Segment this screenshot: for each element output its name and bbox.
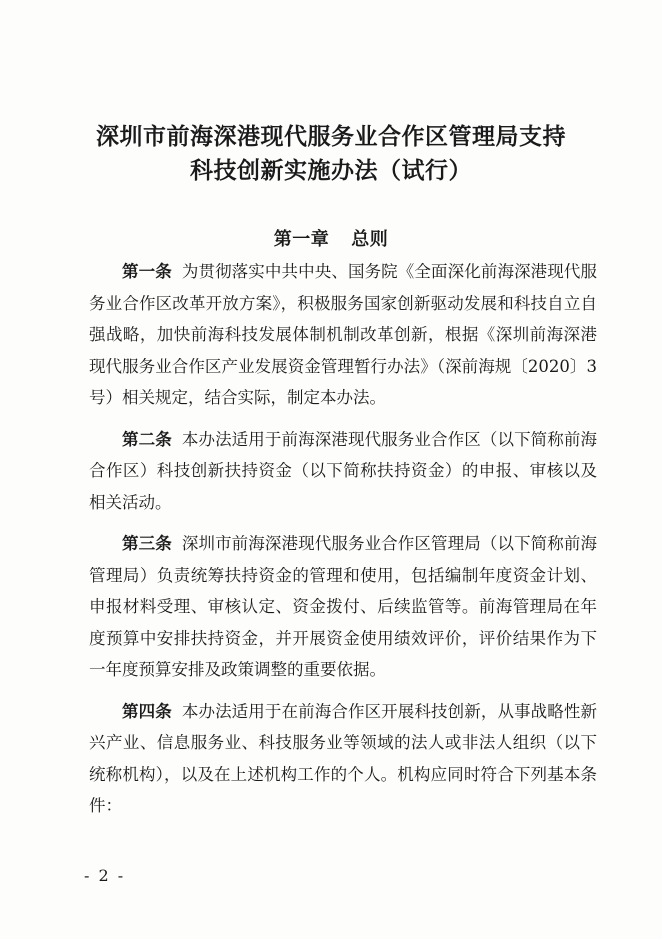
article-4 <box>89 696 597 822</box>
title-line-1: 深圳市前海深港现代服务业合作区管理局支持 <box>96 124 566 150</box>
article-3-label: 第三条 <box>122 534 172 553</box>
article-2-label: 第二条 <box>122 429 172 449</box>
article-2 <box>89 424 597 519</box>
article-1-text: 为贯彻落实中共中央、国务院《全面深化前海深港现代服务业合作区改革开放方案》，积极服务国家创新驱动发展和科技自立自强战略，加快前海科技发展体制机制改革创新，根据《深圳前海深港现代服务业合作区产业发展资金管理暂行办法》（深前海规〔2020〕3号）相关规定，结合实际，制定本办法。 <box>89 262 598 407</box>
chapter-number: 第一章 <box>273 229 330 250</box>
title-line-2: 科技创新实施办法（试行） <box>190 158 472 184</box>
document-title <box>60 120 602 188</box>
page-number: - 2 - <box>84 866 126 885</box>
article-1 <box>89 256 597 414</box>
article-2-text: 本办法适用于前海深港现代服务业合作区（以下简称前海合作区）科技创新扶持资金（以下简称扶持资金）的申报、审核以及相关活动。 <box>89 429 598 512</box>
article-3-text: 深圳市前海深港现代服务业合作区管理局（以下简称前海管理局）负责统筹扶持资金的管理和使用，包括编制年度资金计划、申报材料受理、审核认定、资金拨付、后续监管等。前海管理局在年度预算中安排扶持资金，并开展资金使用绩效评价，评价结果作为下一年度预算安排及政策调整的重要依据。 <box>89 534 598 679</box>
article-4-text: 本办法适用于在前海合作区开展科技创新，从事战略性新兴产业、信息服务业、科技服务业等领域的法人或非法人组织（以下统称机构），以及在上述机构工作的个人。机构应同时符合下列基本条件： <box>89 701 598 815</box>
article-4-label: 第四条 <box>122 701 172 721</box>
article-3 <box>89 528 597 686</box>
document-body <box>89 256 597 832</box>
article-1-label: 第一条 <box>122 262 172 281</box>
chapter-name: 总则 <box>351 229 389 250</box>
chapter-heading <box>0 226 662 254</box>
